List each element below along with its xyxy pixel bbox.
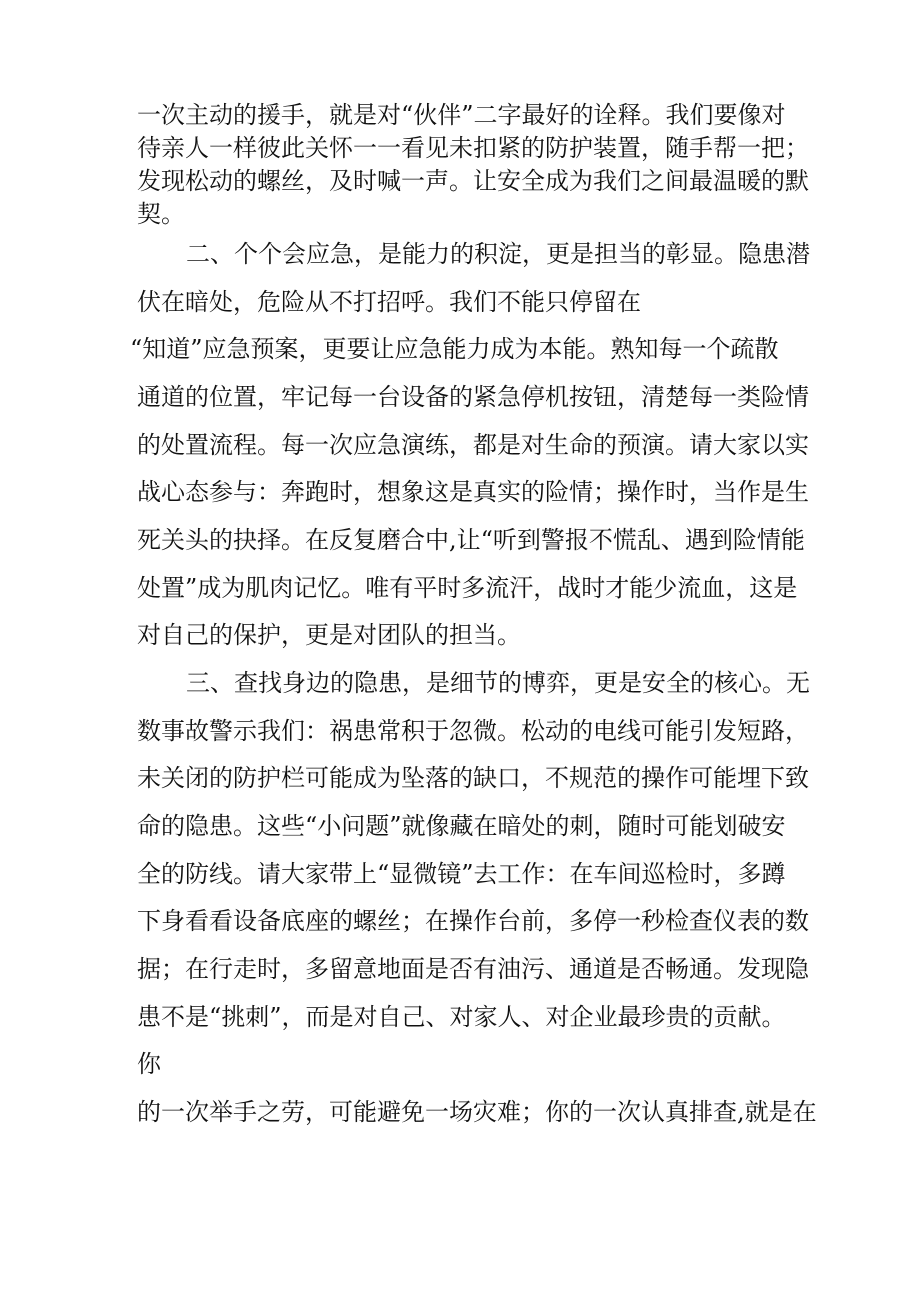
text-line: 下身看看设备底座的螺丝；在操作台前，多停一秒检查仪表的数	[137, 907, 809, 935]
text-line: 你	[137, 1050, 161, 1078]
text-line: 契。	[137, 200, 185, 228]
text-line: 战心态参与：奔跑时，想象这是真实的险情；操作时，当作是生	[137, 478, 809, 506]
paragraph-three-heading-line: 三、查找身边的隐患，是细节的博弈，更是安全的核心。无	[186, 669, 810, 697]
text-line: 发现松动的螺丝，及时喊一声。让安全成为我们之间最温暖的默	[137, 167, 809, 195]
text-line: 未关闭的防护栏可能成为坠落的缺口，不规范的操作可能埋下致	[137, 764, 809, 792]
text-line: 死关头的抉择。在反复磨合中,让“听到警报不慌乱、遇到险情能	[137, 526, 805, 554]
text-line: 伏在暗处，危险从不打招呼。我们不能只停留在	[137, 288, 641, 316]
text-line: 命的隐患。这些“小问题”就像藏在暗处的刺，随时可能划破安	[137, 812, 786, 840]
paragraph-two-heading-line: 二、个个会应急，是能力的积淀，更是担当的彰显。隐患潜	[186, 240, 810, 268]
text-line: 对自己的保护，更是对团队的担当。	[137, 621, 521, 649]
text-line: 的处置流程。每一次应急演练，都是对生命的预演。请大家以实	[137, 431, 809, 459]
text-line: 据；在行走时，多留意地面是否有油污、通道是否畅通。发现隐	[137, 955, 809, 983]
text-line: “知道”应急预案，更要让应急能力成为本能。熟知每一个疏散	[130, 335, 779, 363]
text-line: 处置”成为肌肉记忆。唯有平时多流汗，战时才能少流血，这是	[137, 574, 798, 602]
text-line: 的一次举手之劳，可能避免一场灾难；你的一次认真排查,就是在	[137, 1098, 817, 1126]
text-line: 数事故警示我们：祸患常积于忽微。松动的电线可能引发短路，	[137, 717, 809, 745]
text-line: 患不是“挑刺”，而是对自己、对家人、对企业最珍贵的贡献。	[137, 1003, 786, 1031]
text-line: 通道的位置，牢记每一台设备的紧急停机按钮，清楚每一类险情	[137, 383, 809, 411]
text-line: 全的防线。请大家带上“显微镜”去工作：在车间巡检时，多蹲	[137, 860, 786, 888]
text-line: 待亲人一样彼此关怀一一看见未扣紧的防护装置，随手帮一把；	[137, 134, 809, 162]
text-line: 一次主动的援手，就是对“伙伴”二字最好的诠释。我们要像对	[137, 101, 786, 129]
